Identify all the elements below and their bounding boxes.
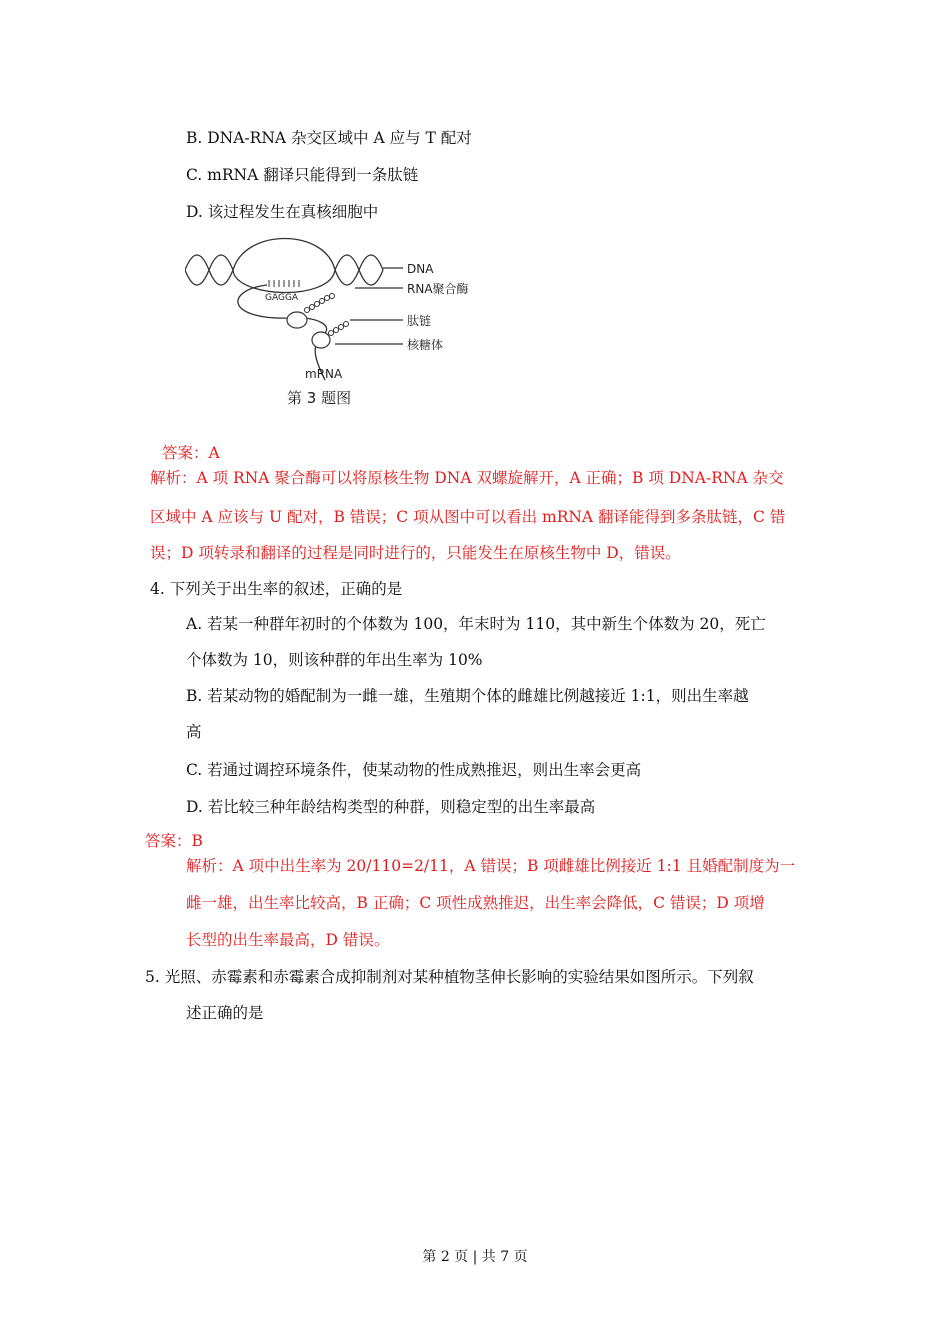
q3-analysis-line: 解析：A 项 RNA 聚合酶可以将原核生物 DNA 双螺旋解开，A 正确；B 项 DNA-RNA 杂交 — [150, 469, 784, 487]
q4-option-c: C. 若通过调控环境条件，使某动物的性成熟推迟，则出生率会更高 — [186, 761, 642, 779]
q4-option-a-cont: 个体数为 10，则该种群的年出生率为 10% — [186, 651, 483, 669]
q4-answer: 答案：B — [145, 832, 203, 850]
q3-answer: 答案：A — [162, 444, 220, 462]
label-rna-polymerase: RNA聚合酶 — [407, 282, 469, 296]
sequence-label: GAGGA — [265, 293, 299, 303]
q3-option-c: C. mRNA 翻译只能得到一条肽链 — [186, 166, 419, 184]
ribosome-1 — [287, 312, 307, 328]
q4-analysis-line: 长型的出生率最高，D 错误。 — [186, 931, 390, 949]
q3-analysis-line: 误；D 项转录和翻译的过程是同时进行的，只能发生在原核生物中 D，错误。 — [150, 544, 681, 562]
page-footer: 第 2 页 | 共 7 页 — [422, 1249, 528, 1265]
q4-analysis-line: 解析：A 项中出生率为 20/110=2/11，A 错误；B 项雌雄比例接近 1:1 且婚配制度为一 — [186, 857, 796, 875]
ribosome-2 — [312, 332, 330, 348]
dna-bubble-top — [233, 239, 335, 271]
q3-option-b: B. DNA-RNA 杂交区域中 A 应与 T 配对 — [186, 129, 472, 147]
q4-option-a: A. 若某一种群年初时的个体数为 100，年末时为 110，其中新生个体数为 20，死亡 — [186, 615, 766, 633]
q5-stem: 5. 光照、赤霉素和赤霉素合成抑制剂对某种植物茎伸长影响的实验结果如图所示。下列叙 — [145, 968, 754, 986]
label-ribosome: 核糖体 — [407, 338, 444, 352]
transcription-translation-figure — [185, 230, 485, 410]
q4-option-b: B. 若某动物的婚配制为一雌一雄，生殖期个体的雌雄比例越接近 1:1，则出生率越 — [186, 687, 749, 705]
q4-stem: 4. 下列关于出生率的叙述，正确的是 — [150, 580, 403, 598]
label-mrna: mRNA — [305, 367, 343, 381]
q3-option-d: D. 该过程发生在真核细胞中 — [186, 203, 379, 221]
q5-stem-cont: 述正确的是 — [186, 1004, 264, 1022]
label-peptide: 肽链 — [407, 314, 432, 328]
q4-option-b-cont: 高 — [186, 723, 202, 741]
dna-left-strand-2 — [185, 255, 233, 285]
dna-right-strand-2 — [335, 255, 383, 285]
q4-option-d: D. 若比较三种年龄结构类型的种群，则稳定型的出生率最高 — [186, 798, 596, 816]
figure-caption: 第 3 题图 — [287, 389, 352, 407]
q4-analysis-line: 雌一雄，出生率比较高，B 正确；C 项性成熟推迟，出生率会降低，C 错误；D 项增 — [186, 894, 765, 912]
label-dna: DNA — [407, 262, 434, 276]
q3-analysis-line: 区域中 A 应该与 U 配对，B 错误；C 项从图中可以看出 mRNA 翻译能得到多条肽链，C 错 — [150, 508, 786, 526]
